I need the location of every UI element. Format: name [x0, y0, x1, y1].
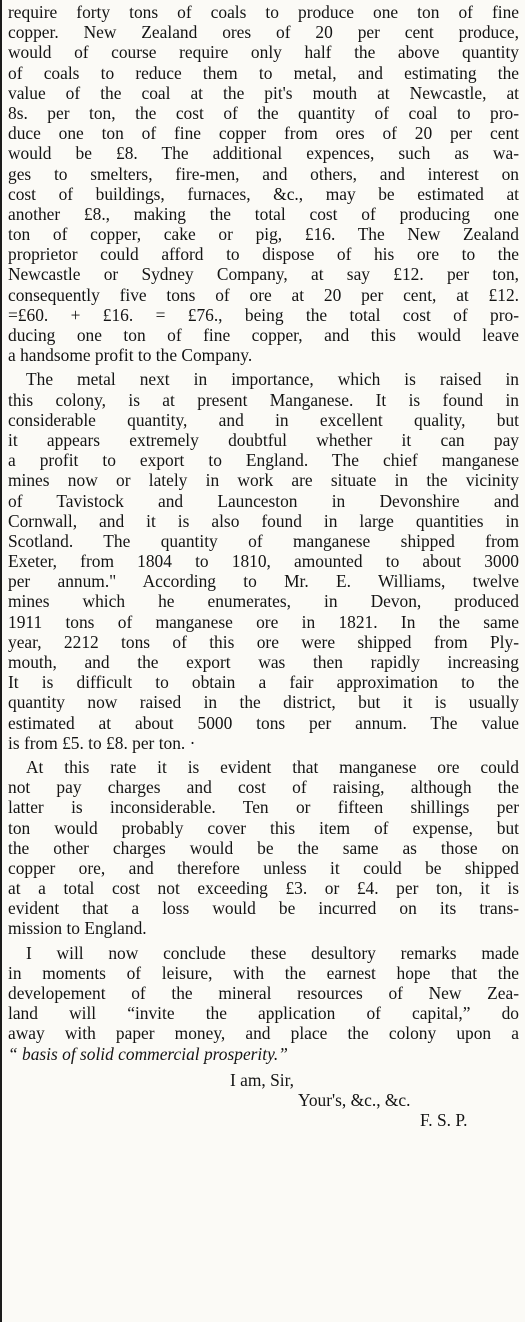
text-line: value of the coal at the pit's mouth at Newcastle, at — [8, 82, 519, 103]
text-line: 1911 tons of manganese ore in 1821. In the same — [8, 611, 519, 632]
text-line: estimated at about 5000 tons per annum. The value — [8, 712, 519, 733]
text-line: per annum." According to Mr. E. Williams, twelve — [8, 571, 519, 592]
text-line: a profit to export to England. The chief manganese — [8, 450, 519, 471]
text-line: mines which he enumerates, in Devon, produced — [8, 591, 519, 612]
text-line: Scotland. The quantity of manganese shipped from — [8, 530, 519, 551]
text-line: cost of buildings, furnaces, &c., may be estimated at — [8, 183, 519, 204]
text-line: 8s. per ton, the cost of the quantity of coal to pro- — [8, 102, 519, 123]
text-line: it appears extremely doubtful whether it can pay — [8, 429, 519, 450]
text-line: land will “invite the application of capital,” do — [8, 1003, 519, 1024]
text-line: in moments of leisure, with the earnest hope that the — [8, 962, 519, 983]
text-line: At this rate it is evident that manganese ore could — [26, 756, 519, 777]
text-line: I will now conclude these desultory remarks made — [26, 942, 519, 963]
text-line: of Tavistock and Launceston in Devonshire and — [8, 490, 519, 511]
paragraph-manganese-cost — [8, 757, 519, 939]
text-line: evident that a loss would be incurred on its trans- — [8, 898, 519, 919]
complimentary-close: Your's, &c., &c. — [298, 1089, 411, 1110]
text-line: ton would probably cover this item of expense, but — [8, 817, 519, 838]
text-line: Cornwall, and it is also found in large quantities in — [8, 510, 519, 531]
text-line: not pay charges and cost of raising, although the — [8, 777, 519, 798]
letter-closing — [8, 1070, 519, 1131]
text-line: consequently five tons of ore at 20 per cent, at £12. — [8, 284, 519, 305]
text-line: this colony, is at present Manganese. It is found in — [8, 389, 519, 410]
text-line: would be £8. The additional expences, such as wa- — [8, 143, 519, 164]
text-line: ducing one ton of fine copper, and this would leave — [8, 325, 519, 345]
text-line: copper ore, and therefore unless it could be shipped — [8, 857, 519, 878]
text-line: duce one ton of fine copper from ores of 20 per cent — [8, 123, 519, 144]
text-line: copper. New Zealand ores of 20 per cent produce, — [8, 22, 519, 43]
text-line: developement of the mineral resources of New Zea- — [8, 983, 519, 1003]
text-line: another £8., making the total cost of producing one — [8, 203, 519, 224]
text-line: away with paper money, and place the colony upon a — [8, 1023, 519, 1044]
paragraph-manganese — [8, 369, 519, 753]
paragraph-conclusion — [8, 943, 519, 1064]
text-line: The metal next in importance, which is raised in — [26, 369, 519, 390]
text-line: of coals to reduce them to metal, and estimating the — [8, 62, 519, 83]
text-line: Newcastle or Sydney Company, at say £12. per ton, — [8, 264, 519, 285]
text-line: a handsome profit to the Company. — [8, 345, 253, 366]
text-line: the other charges would be the same as those on — [8, 837, 519, 858]
text-line: would of course require only half the above quantity — [8, 42, 519, 63]
text-line: ges to smelters, fire-men, and others, and interest on — [8, 163, 519, 184]
text-line: require forty tons of coals to produce one ton of fine — [8, 2, 519, 22]
text-line: considerable quantity, and in excellent quality, but — [8, 409, 519, 430]
text-line: at a total cost not exceeding £3. or £4. per ton, it is — [8, 878, 519, 899]
text-line: mines now or lately in work are situate in the vicinity — [8, 470, 519, 491]
text-line: latter is inconsiderable. Ten or fifteen shillings per — [8, 797, 519, 818]
text-line: is from £5. to £8. per ton. · — [8, 732, 196, 753]
text-line: mouth, and the export was then rapidly increasing — [8, 652, 519, 672]
text-line: mission to England. — [8, 918, 147, 939]
paragraph-copper-cost — [8, 2, 519, 365]
italic-quote-line: “ basis of solid commercial prosperity.” — [8, 1043, 288, 1064]
text-line: It is difficult to obtain a fair approximation to the — [8, 672, 519, 693]
text-line: =£60. + £16. = £76., being the total cost of pro- — [8, 304, 519, 325]
text-line: year, 2212 tons of this ore were shipped from Ply- — [8, 631, 519, 652]
text-line: Exeter, from 1804 to 1810, amounted to about 3000 — [8, 551, 519, 572]
text-line: ton of copper, cake or pig, £16. The New Zealand — [8, 224, 519, 245]
signature: F. S. P. — [420, 1110, 468, 1131]
salutation: I am, Sir, — [230, 1069, 295, 1090]
text-line: proprietor could afford to dispose of his ore to the — [8, 244, 519, 265]
text-line: quantity now raised in the district, but it is usually — [8, 692, 519, 713]
